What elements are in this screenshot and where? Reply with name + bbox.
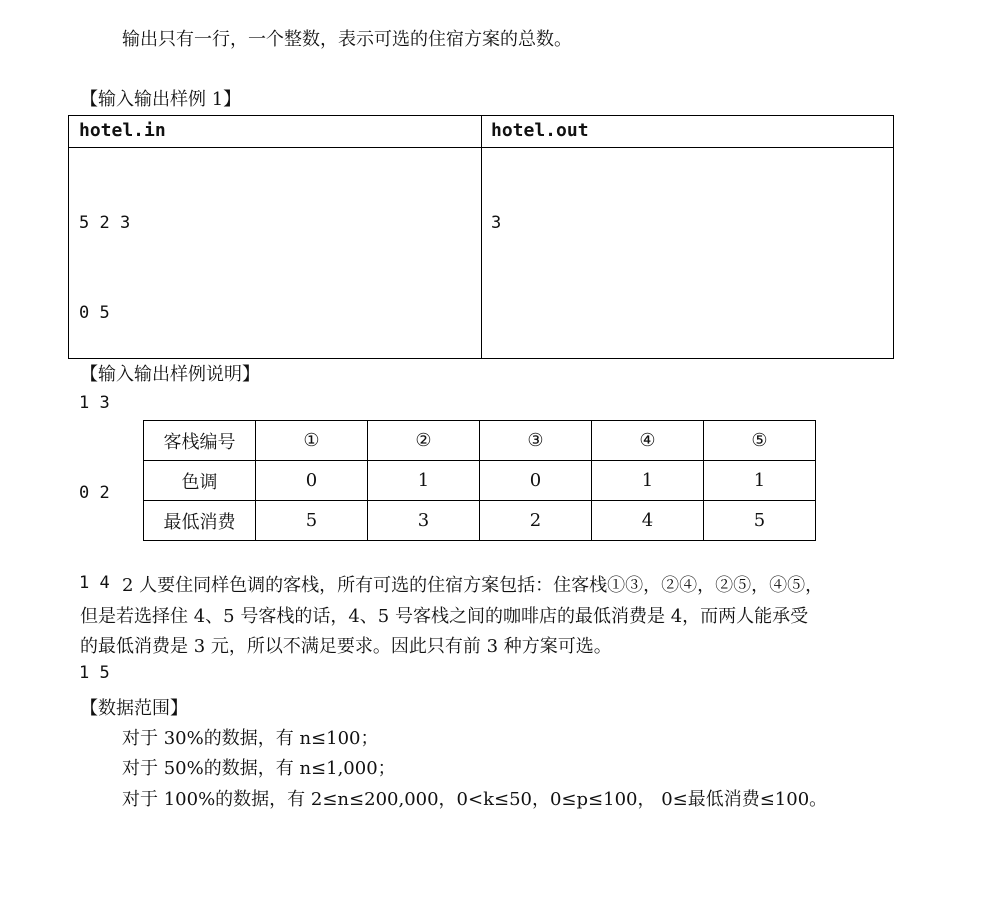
input-line: 1 4 — [79, 573, 110, 593]
explanation-line: 的最低消费是 3 元，所以不满足要求。因此只有前 3 种方案可选。 — [80, 636, 612, 657]
io-sample-divider — [481, 116, 482, 358]
table-row — [144, 501, 816, 541]
output-description: 输出只有一行，一个整数，表示可选的住宿方案的总数。 — [122, 29, 572, 50]
explain-heading: 【输入输出样例说明】 — [80, 364, 260, 385]
output-content — [491, 148, 532, 298]
table-cell: 1 — [368, 461, 480, 501]
table-cell: 5 — [704, 501, 816, 541]
range-line: 对于 50%的数据，有 n≤1,000； — [122, 758, 396, 779]
input-line: 5 2 3 — [79, 213, 131, 233]
table-cell: 5 — [256, 501, 368, 541]
table-cell: 最低消费 — [144, 501, 256, 541]
table-cell: 1 — [704, 461, 816, 501]
range-line: 对于 100%的数据，有 2≤n≤200,000，0<k≤50，0≤p≤100， 0≤最低消费≤100。 — [122, 789, 828, 810]
explanation-line: 2 人要住同样色调的客栈，所有可选的住宿方案包括：住客栈①③，②④，②⑤，④⑤， — [122, 575, 824, 596]
table-cell: 2 — [480, 501, 592, 541]
table-cell: 0 — [480, 461, 592, 501]
table-row — [144, 461, 816, 501]
range-heading: 【数据范围】 — [80, 698, 188, 719]
table-cell: 1 — [592, 461, 704, 501]
table-cell: 0 — [256, 461, 368, 501]
explanation-line: 但是若选择住 4、5 号客栈的话，4、5 号客栈之间的咖啡店的最低消费是 4，而两人能承受 — [80, 606, 809, 627]
table-cell: ⑤ — [704, 421, 816, 461]
output-line: 3 — [491, 213, 502, 233]
table-cell: ② — [368, 421, 480, 461]
table-cell: 色调 — [144, 461, 256, 501]
table-cell: 4 — [592, 501, 704, 541]
output-file-title: hotel.out — [491, 120, 589, 141]
input-line: 1 5 — [79, 663, 110, 683]
table-cell: ① — [256, 421, 368, 461]
table-cell: ③ — [480, 421, 592, 461]
input-line: 0 5 — [79, 303, 110, 323]
input-file-title: hotel.in — [79, 120, 166, 141]
input-line: 1 3 — [79, 393, 110, 413]
table-cell: 客栈编号 — [144, 421, 256, 461]
range-line: 对于 30%的数据，有 n≤100； — [122, 728, 379, 749]
hotel-table — [143, 420, 816, 541]
table-row — [144, 421, 816, 461]
input-line: 0 2 — [79, 483, 110, 503]
sample-heading: 【输入输出样例 1】 — [80, 89, 242, 110]
table-cell: 3 — [368, 501, 480, 541]
table-cell: ④ — [592, 421, 704, 461]
